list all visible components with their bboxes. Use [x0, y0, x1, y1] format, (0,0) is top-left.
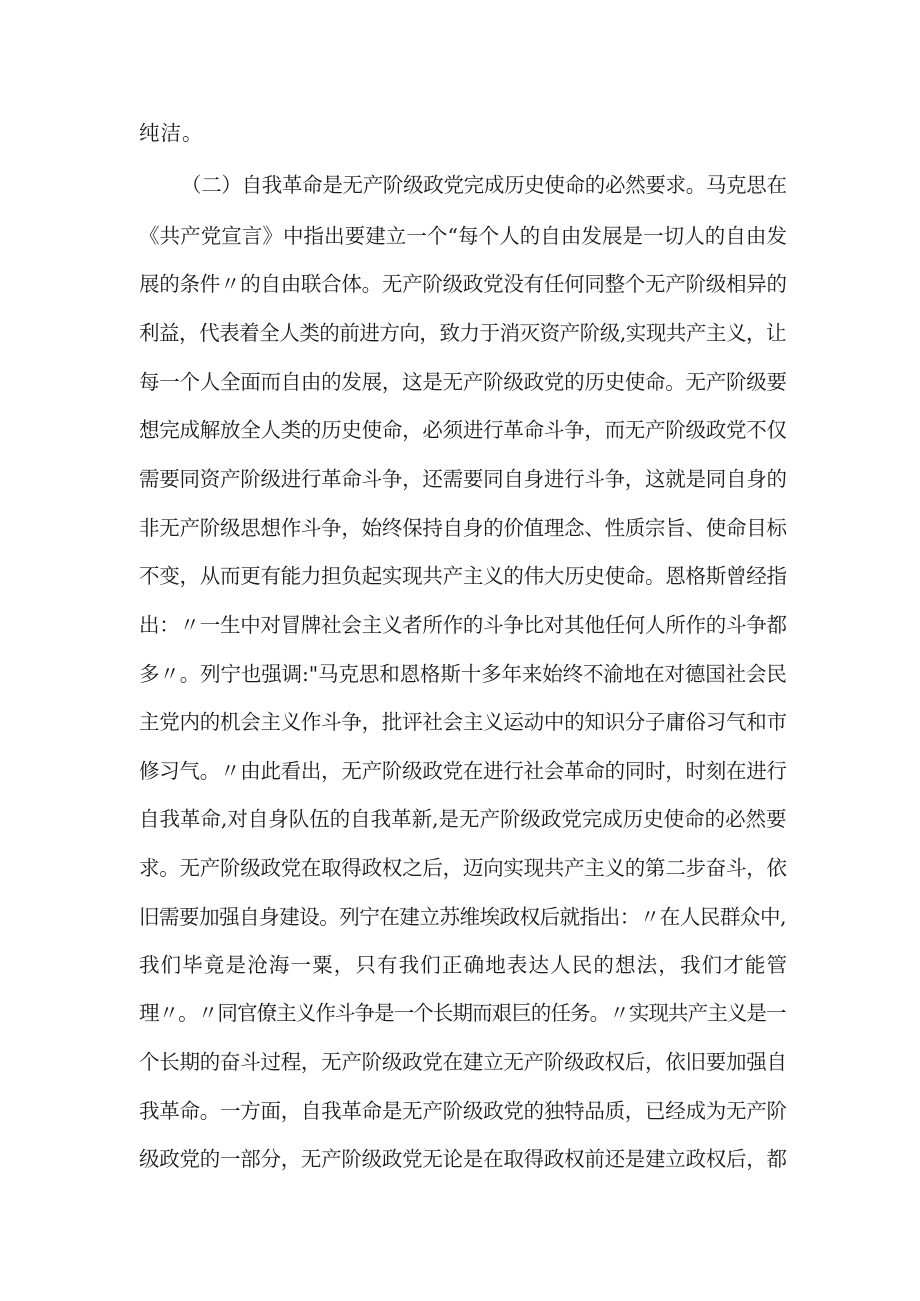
text-line: 不变，从而更有能力担负起实现共产主义的伟大历史使命。恩格斯曾经指	[139, 564, 787, 588]
text-line: 个长期的奋斗过程，无产阶级政党在建立无产阶级政权后，依旧要加强自	[139, 1050, 787, 1074]
text-line: 《共产党宣言》中指出要建立一个“每个人的自由发展是一切人的自由发	[139, 224, 788, 248]
text-line: 需要同资产阶级进行革命斗争，还需要同自身进行斗争，这就是同自身的	[139, 467, 787, 491]
text-line: 求。无产阶级政党在取得政权之后，迈向实现共产主义的第二步奋斗，依	[139, 856, 787, 880]
text-line: （二）自我革命是无产阶级政党完成历史使命的必然要求。马克思在	[181, 173, 787, 197]
text-line: 每一个人全面而自由的发展，这是无产阶级政党的历史使命。无产阶级要	[139, 370, 787, 394]
text-line: 我们毕竟是沧海一粟，只有我们正确地表达人民的想法，我们才能管	[139, 953, 789, 977]
text-line: 我革命。一方面，自我革命是无产阶级政党的独特品质，已经成为无产阶	[139, 1099, 787, 1123]
text-line: 纯洁。	[139, 121, 204, 145]
text-line: 多〃。列宁也强调:"马克思和恩格斯十多年来始终不渝地在对德国社会民	[139, 662, 787, 686]
text-line: 自我革命,对自身队伍的自我革新,是无产阶级政党完成历史使命的必然要	[139, 807, 787, 831]
text-line: 非无产阶级思想作斗争，始终保持自身的价值理念、性质宗旨、使命目标	[139, 516, 787, 540]
text-line: 展的条件〃的自由联合体。无产阶级政党没有任何同整个无产阶级相异的	[139, 272, 787, 296]
text-line: 主党内的机会主义作斗争，批评社会主义运动中的知识分子庸俗习气和市	[139, 710, 787, 734]
text-line: 利益，代表着全人类的前进方向，致力于消灭资产阶级,实现共产主义，让	[139, 321, 787, 345]
text-line: 想完成解放全人类的历史使命，必须进行革命斗争，而无产阶级政党不仅	[139, 418, 787, 442]
text-line: 理〃。〃同官僚主义作斗争是一个长期而艰巨的任务。〃实现共产主义是一	[139, 1001, 786, 1025]
text-line: 级政党的一部分，无产阶级政党无论是在取得政权前还是建立政权后，都	[139, 1147, 787, 1171]
text-line: 修习气。〃由此看出，无产阶级政党在进行社会革命的同时，时刻在进行	[139, 759, 787, 783]
text-line: 出：〃一生中对冒牌社会主义者所作的斗争比对其他任何人所作的斗争都	[139, 613, 787, 637]
text-line: 旧需要加强自身建设。列宁在建立苏维埃政权后就指出：〃在人民群众中,	[139, 905, 787, 929]
